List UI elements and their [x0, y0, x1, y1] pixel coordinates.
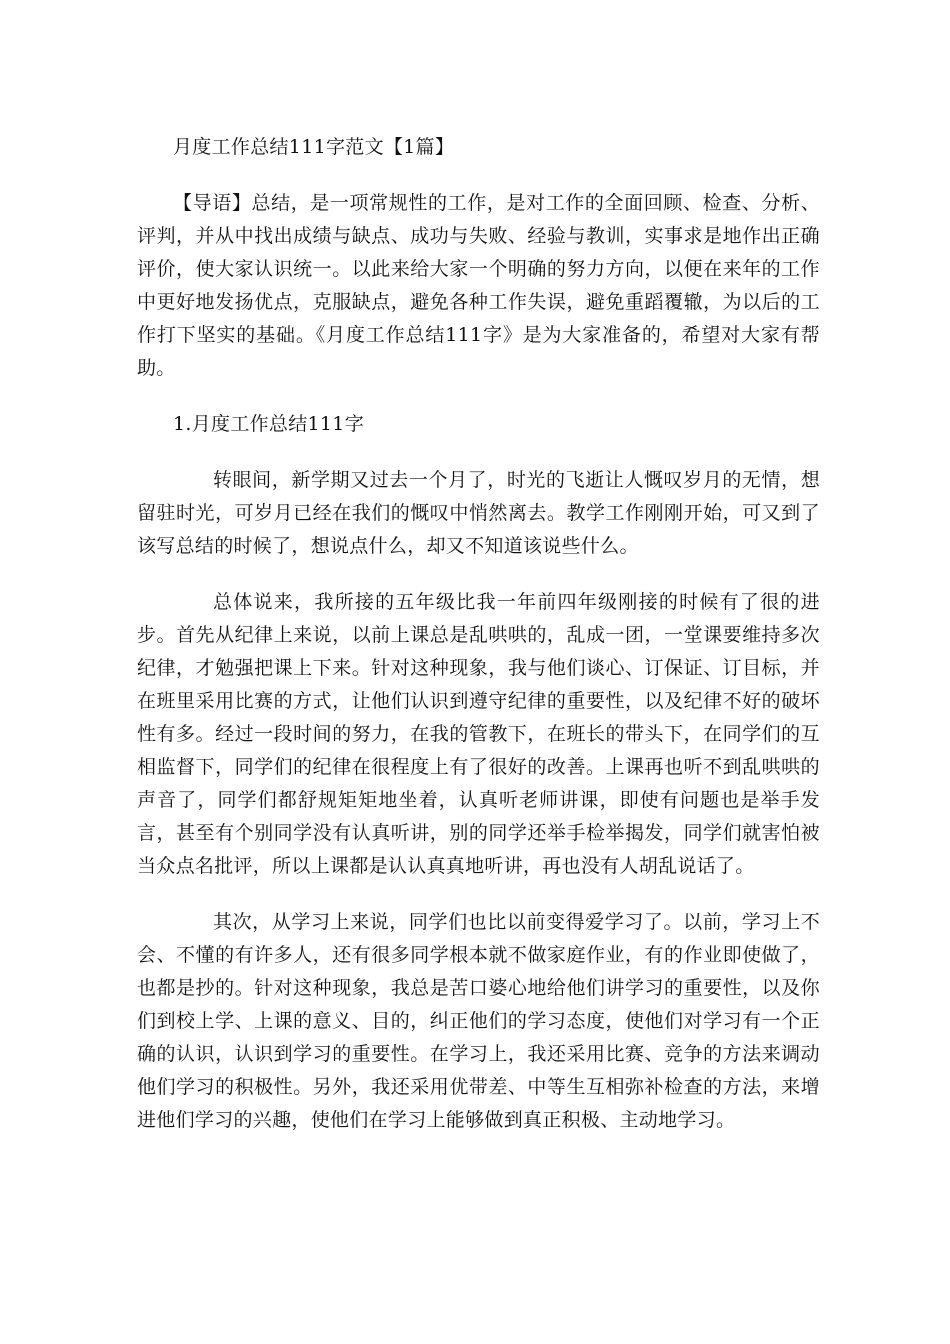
- body-paragraph-3: 其次，从学习上来说，同学们也比以前变得爱学习了。以前，学习上不会、不懂的有许多人，还有很多同学根本就不做家庭作业，有的作业即使做了，也都是抄的。针对这种现象，我总是苦口婆心地给他们讲学习的重要性，以及你们到校上学、上课的意义、目的，纠正他们的学习态度，使他们对学习有一个正确的认识，认识到学习的重要性。在学习上，我还采用比赛、竞争的方法来调动他们学习的积极性。另外，我还采用优带差、中等生互相弥补检查的方法，来增进他们学习的兴趣，使他们在学习上能够做到真正积极、主动地学习。: [137, 911, 820, 1131]
- body-paragraph-2: 总体说来，我所接的五年级比我一年前四年级刚接的时候有了很的进步。首先从纪律上来说，以前上课总是乱哄哄的，乱成一团，一堂课要维持多次纪律，才勉强把课上下来。针对这种现象，我与他们谈心、订保证、订目标，并在班里采用比赛的方式，让他们认识到遵守纪律的重要性，以及纪律不好的破坏性有多。经过一段时间的努力，在我的管教下，在班长的带头下，在同学们的互相监督下，同学们的纪律在很程度上有了很好的改善。上课再也听不到乱哄哄的声音了，同学们都舒规矩矩地坐着，认真听老师讲课，即使有问题也是举手发言，甚至有个别同学没有认真听讲，别的同学还举手检举揭发，同学们就害怕被当众点名批评，所以上课都是认认真真地听讲，再也没有人胡乱说话了。: [137, 591, 820, 877]
- section-heading: 1.月度工作总结111字: [173, 413, 364, 435]
- document-title: 月度工作总结111字范文【1篇】: [173, 136, 455, 158]
- intro-paragraph: 【导语】总结，是一项常规性的工作，是对工作的全面回顾、检查、分析、评判，并从中找出成绩与缺点、成功与失败、经验与教训，实事求是地作出正确评价，使大家认识统一。以此来给大家一个明确的努力方向，以便在来年的工作中更好地发扬优点，克服缺点，避免各种工作失误，避免重蹈覆辙，为以后的工作打下坚实的基础。《月度工作总结111字》是为大家准备的，希望对大家有帮助。: [137, 192, 820, 379]
- document-page: [137, 131, 820, 1160]
- body-paragraph-1: 转眼间，新学期又过去一个月了，时光的飞逝让人慨叹岁月的无情，想留驻时光，可岁月已经在我们的慨叹中悄然离去。教学工作刚刚开始，可又到了该写总结的时候了，想说点什么，却又不知道该说些什么。: [137, 469, 820, 557]
